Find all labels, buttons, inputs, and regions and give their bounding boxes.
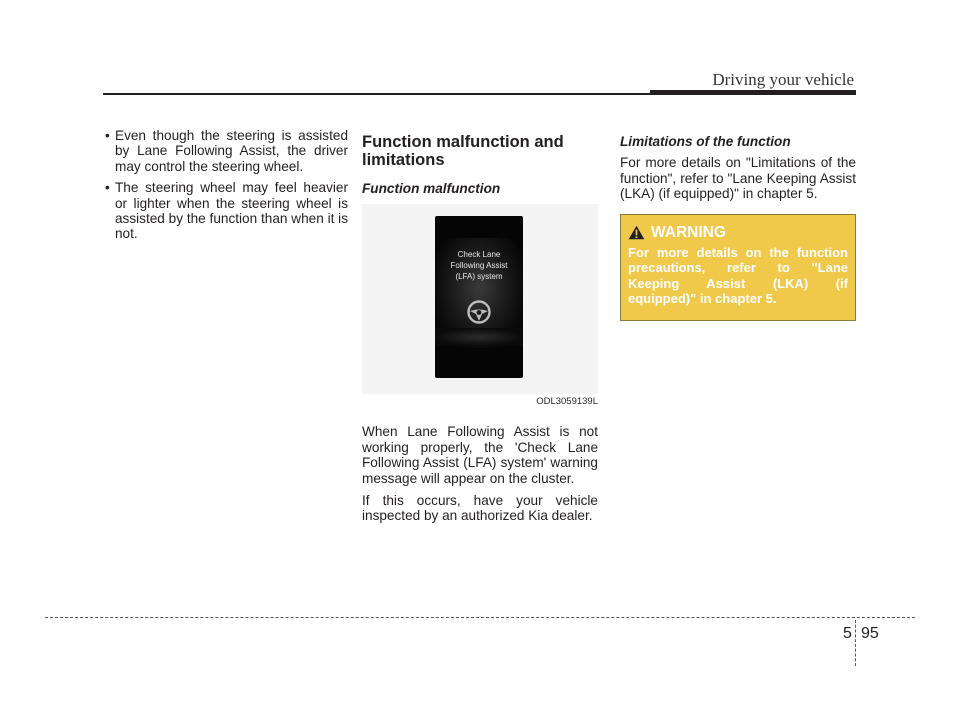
body-paragraph: For more details on "Limitations of the function", refer to "Lane Keeping Assist (LKA) (if equipped)" in chapter 5. — [620, 155, 856, 202]
cluster-message-line: Following Assist — [450, 261, 508, 271]
figure-code: ODL3059139L — [536, 396, 598, 407]
warning-box — [620, 214, 856, 321]
body-paragraph: When Lane Following Assist is not working properly, the 'Check Lane Following Assist (LFA) system' warning message will appear on the cluster. — [362, 424, 598, 486]
bullet-item: • Even though the steering is assisted by Lane Following Assist, the driver may control the steering wheel. — [103, 128, 348, 174]
subsection-title: Limitations of the function — [620, 134, 791, 149]
subsection-title: Function malfunction — [362, 181, 501, 196]
warning-text: For more details on the function precautions, refer to "Lane Keeping Assist (LKA) (if equipped)" in chapter 5. — [628, 245, 848, 307]
column-1 — [103, 128, 348, 248]
header-title: Driving your vehicle — [712, 70, 854, 89]
warning-header — [628, 225, 848, 240]
body-paragraph: If this occurs, have your vehicle inspected by an authorized Kia dealer. — [362, 493, 598, 524]
cluster-figure — [362, 204, 598, 407]
chapter-number: 5 — [843, 625, 852, 642]
steering-wheel-icon — [466, 299, 492, 325]
footer-rule — [45, 617, 915, 618]
bullet-item: • The steering wheel may feel heavier or lighter when the steering wheel is assisted by the function than when it is not. — [103, 180, 348, 242]
screen-floor — [435, 328, 523, 346]
cluster-screen — [435, 216, 523, 378]
cluster-message-line: Check Lane — [457, 250, 501, 260]
column-3 — [620, 128, 856, 321]
cluster-message-line: (LFA) system — [455, 272, 503, 282]
page-number-divider — [855, 620, 856, 666]
section-title: Function malfunction and limitations — [362, 133, 564, 169]
warning-title: WARNING — [651, 223, 726, 241]
bullet-list — [103, 128, 348, 242]
cluster-message — [437, 249, 521, 282]
column-2 — [362, 128, 598, 531]
warning-triangle-icon — [628, 225, 645, 240]
page-number: 95 — [861, 625, 879, 642]
header-rule-accent — [650, 90, 856, 95]
